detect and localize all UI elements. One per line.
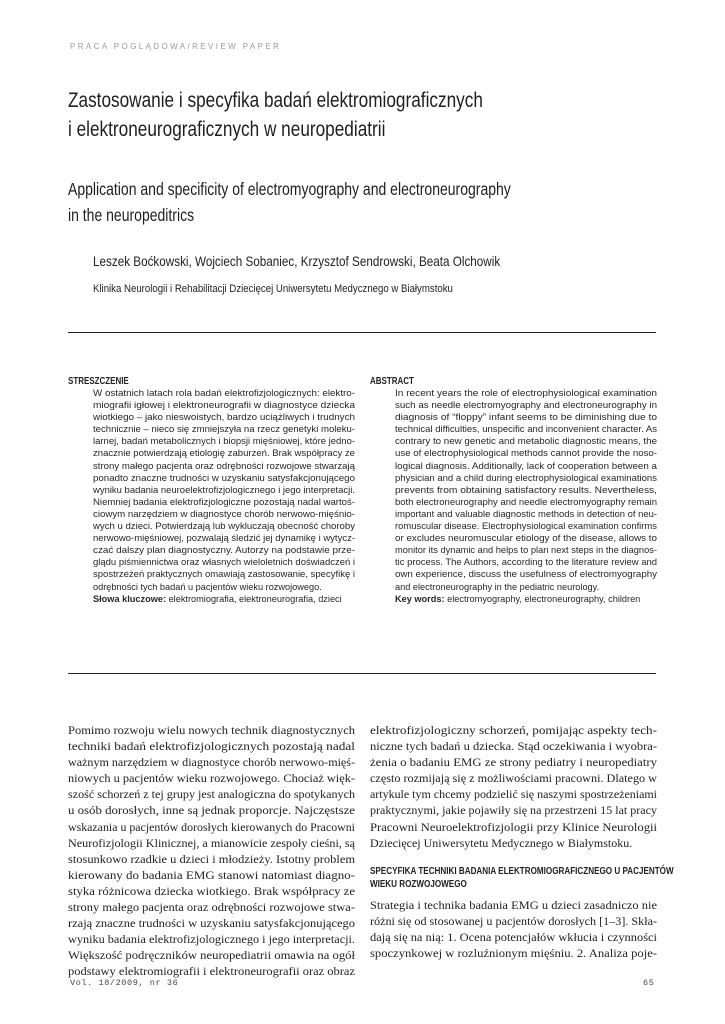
- abstract-line: use of electrophysiological methods cannot provide the noso-: [395, 448, 657, 459]
- body-line: Pracowni Neuroelektrofizjologii przy Klinice Neurologii: [370, 819, 658, 834]
- streszczenie-heading: STRESZCZENIE: [68, 375, 129, 387]
- abstract-line: odrębności tych badań u pacjentów wieku rozwojowego.: [93, 581, 322, 592]
- abstract-line: and electroneurography in the pediatric neurology.: [395, 581, 600, 592]
- body-line: często rozmijają się z możliwościami pracowni. Dlatego w: [370, 771, 657, 786]
- section-heading-line: SPECYFIKA TECHNIKI BADANIA ELEKTROMIOGRAFICZNEGO U PACJENTÓW: [370, 865, 674, 877]
- abstract-line: important and valuable diagnostic methods in detection of neu-: [395, 508, 657, 519]
- body-line: rzają znaczne trudności w uzyskaniu satysfakcjonującego: [68, 916, 355, 931]
- body-line: dają się na nią: 1. Ocena potencjałów wkłucia i czynności: [370, 929, 657, 944]
- affiliation: Klinika Neurologii i Rehabilitacji Dziecięcej Uniwersytetu Medycznego w Białymstoku: [93, 283, 453, 295]
- body-line: strony małego pacjenta oraz odrębności rozwojowe stwa-: [68, 900, 355, 915]
- body-line: stosunkowo rzadkie u dzieci i młodzieży. Istotny problem: [68, 851, 355, 866]
- keywords-label: Key words:: [395, 593, 445, 604]
- abstract-line: or excludes neuromuscular etiology of the disease, allows to: [395, 533, 658, 544]
- abstract-line: strony małego pacjenta oraz odrębności rozwojowe stwarzają: [93, 460, 355, 471]
- keywords-label: Słowa kluczowe:: [93, 593, 167, 604]
- abstract-line: wiotkiego – jako nieswoistych, bardzo uciążliwych i trudnych: [93, 412, 356, 423]
- keywords-text: elektromiografia, elektroneurografia, dzieci: [166, 593, 342, 604]
- abstract-heading: ABSTRACT: [370, 375, 414, 387]
- abstract-line: ponadto znaczne trudności w uzyskaniu satysfakcjonującego: [93, 472, 355, 483]
- footer-volume: Vol. 18/2009, nr 36: [70, 978, 179, 988]
- body-line: spoczynkowej w rozluźnionym mięśniu. 2. Analiza poje-: [370, 946, 657, 961]
- body-line: Dziecięcej Uniwersytetu Medycznego w Białymstoku.: [370, 835, 633, 850]
- body-line: praktycznymi, jakie pojawiły się na przestrzeni 15 lat pracy: [370, 803, 658, 818]
- title-line: in the neuropeditrics: [68, 205, 195, 225]
- abstract-line: monitor its dynamic and helps to plan next steps in the diagnos-: [395, 545, 657, 556]
- abstract-line: wych u dzieci. Potwierdzają lub wykluczają obecność choroby: [93, 521, 356, 532]
- abstract-line: technicznie – nieco się zmniejszyła na rzecz genetyki moleku-: [93, 424, 356, 435]
- body-line: Pomimo rozwoju wielu nowych technik diagnostycznych: [68, 723, 356, 737]
- body-line: niowych u pacjentów wieku rozwojowego. Chociaż więk-: [68, 771, 356, 786]
- abstract-line: In recent years the role of electrophysiological examination: [395, 388, 658, 398]
- body-line: techniki badań elektrofizjologicznych pozostają nadal: [68, 739, 356, 754]
- page-number: 65: [643, 978, 655, 988]
- abstract-line: nerwowo-mięśniowej, pozwalają śledzić jej dynamikę i wytycz-: [93, 533, 356, 544]
- abstract-line: spostrzeżeń praktycznych omawiają zastosowanie, specyfikę i: [93, 569, 355, 580]
- abstract-line: tic process. The Authors, according to the literature review and: [395, 557, 658, 568]
- keywords-line: [395, 593, 657, 605]
- title-line: Application and specificity of electromyography and electroneurography: [68, 179, 511, 199]
- keywords-line: [93, 593, 355, 605]
- abstract-line: own experience, discuss the usefulness of electromyography: [395, 569, 658, 580]
- body-line: podstawy elektromiografii i elektroneurografii oraz obraz: [68, 964, 356, 979]
- abstract-line: logical diagnosis. Additionally, lack of cooperation between a: [395, 460, 657, 471]
- body-line: Strategia i technika badania EMG u dzieci zasadniczo nie: [370, 897, 657, 912]
- body-line: szość schorzeń z tej grupy jest analogiczna do spotykanych: [68, 787, 355, 802]
- abstract-line: miografii igłowej i elektroneurografii w diagnostyce dziecka: [93, 400, 355, 411]
- body-line: wyniku badania elektrofizjologicznego i jego interpretacji.: [68, 932, 355, 947]
- abstract-line: romuscular disease. Electrophysiological examination confirms: [395, 521, 657, 532]
- article-title-english: [68, 176, 511, 228]
- abstract-line: physician and a child during electrophysiological examinations: [395, 472, 657, 483]
- abstract-line: znacznie potwierdzają etiologię zaburzeń. Brak współpracy ze: [93, 448, 355, 459]
- divider-top: [68, 332, 656, 333]
- body-line: żenia o badaniu EMG ze strony pediatry i neuropediatry: [370, 755, 657, 770]
- keywords-text: electromyography, electroneurography, children: [444, 593, 641, 604]
- abstract-line: czać dalszy plan diagnostyczny. Autorzy na podstawie prze-: [93, 545, 356, 556]
- abstract-line: ciowym narzędziem w diagnostyce chorób nerwowo-mięśnio-: [93, 508, 355, 519]
- body-line: u osób dorosłych, inne są jednak proporcje. Najczęstsze: [68, 803, 356, 818]
- body-line: ważnym narzędziem w diagnostyce chorób nerwowo-mięś-: [68, 755, 355, 770]
- section-heading: [370, 865, 674, 891]
- abstract-line: technical difficulties, unspecific and inconvenient character. As: [395, 424, 657, 435]
- abstract-line: W ostatnich latach rola badań elektrofizjologicznych: elektro-: [93, 388, 356, 398]
- abstract-line: both electroneurography and needle electromyography remain: [395, 496, 657, 507]
- body-line: różni się od stosowanej u pacjentów dorosłych [1–3]. Skła-: [370, 913, 658, 928]
- body-line: elektrofizjologiczny schorzeń, pomijając aspekty tech-: [370, 723, 657, 737]
- abstract-text: [395, 387, 657, 605]
- body-line: styka różnicowa dziecka wiotkiego. Brak współpracy ze: [68, 883, 355, 898]
- abstract-line: prevents from obtaining satisfactory results. Nevertheless,: [395, 484, 657, 495]
- abstract-line: contrary to new genetic and metabolic diagnostic means, the: [395, 436, 657, 447]
- abstract-line: Niemniej badania elektrofizjologiczne pozostają nadal wartoś-: [93, 496, 355, 507]
- abstract-line: glądu piśmiennictwa oraz własnych wieloletnich doświadczeń i: [93, 557, 356, 568]
- body-column-right: [370, 722, 674, 961]
- body-line: kierowany do badania EMG stanowi natomiast diagno-: [68, 867, 356, 882]
- title-line: Zastosowanie i specyfika badań elektromiograficznych: [68, 88, 483, 112]
- body-line: wskazania u pacjentów dorosłych kierowanych do Pracowni: [68, 819, 355, 834]
- body-line: niczne tych badań u dziecka. Stąd oczekiwania i wyobra-: [370, 739, 658, 754]
- author-list: Leszek Boćkowski, Wojciech Sobaniec, Krzysztof Sendrowski, Beata Olchowik: [93, 254, 501, 269]
- journal-section-label: PRACA POGLĄDOWA/REVIEW PAPER: [70, 42, 282, 51]
- streszczenie-text: [93, 387, 355, 605]
- abstract-line: wyniku badania neuroelektrofizjologicznego i jego interpretacji.: [93, 484, 355, 495]
- body-line: Neurofizjologii Klinicznej, a mianowicie zespoły cieśni, są: [68, 835, 355, 850]
- section-heading-line: WIEKU ROZWOJOWEGO: [370, 878, 467, 890]
- article-title-polish: [68, 86, 548, 144]
- divider-bottom: [68, 673, 656, 674]
- body-line: Większość podręczników neuropediatrii omawia na ogół: [68, 948, 356, 963]
- body-column-left: [68, 722, 355, 980]
- abstract-line: diagnosis of “floppy” infant seems to be diminishing due to: [395, 412, 658, 423]
- abstract-line: such as needle electromyography and electroneurography in: [395, 400, 658, 411]
- abstract-line: larnej, badań metabolicznych i biopsji mięśniowej, które jedno-: [93, 436, 356, 447]
- body-line: artykule tym chcemy podzielić się naszymi spostrzeżeniami: [370, 787, 658, 802]
- title-line: i elektroneurograficznych w neuropediatrii: [68, 117, 386, 141]
